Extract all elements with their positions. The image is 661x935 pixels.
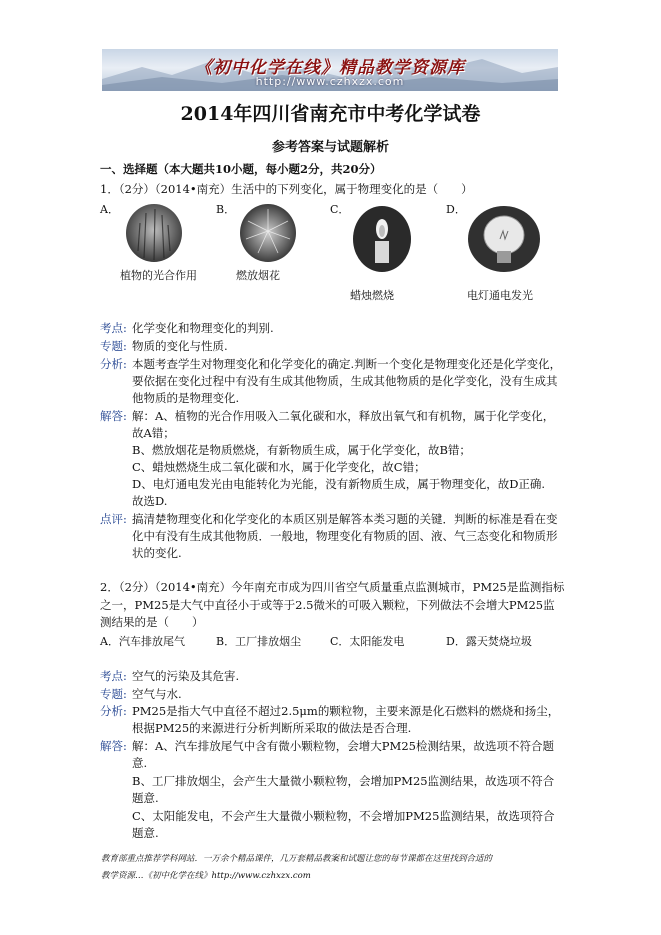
q1-option-b-letter: B． <box>216 203 236 216</box>
q2-zhuanti-label: 专题: <box>100 687 127 701</box>
q1-jieda-line-5: D、电灯通电发光由电能转化为光能，没有新物质生成，属于物理变化，故D正确. <box>132 477 546 491</box>
q2-kaodian-label: 考点: <box>100 669 127 683</box>
q2-jieda-line-6: 题意. <box>132 826 159 840</box>
banner-url[interactable]: http://www.czhxzx.com <box>255 75 405 88</box>
q1-caption-c: 蜡烛燃烧 <box>350 289 394 302</box>
q1-fenxi-label: 分析: <box>100 357 127 371</box>
q2-fenxi-line-1: PM25是指大气中直径不超过2.5μm的颗粒物，主要来源是化石燃料的燃烧和扬尘， <box>132 704 560 718</box>
q2-fenxi-line-2: 根据PM25的来源进行分析判断所采取的做法是否合理. <box>132 721 412 735</box>
q1-fenxi-line-2: 要依据在变化过程中有没有生成其他物质，生成其他物质的是化学变化，没有生成其 <box>132 374 558 388</box>
q1-jieda-line-2: 故A错； <box>132 426 175 440</box>
q1-caption-d: 电灯通电发光 <box>467 289 533 302</box>
q2-jieda-label: 解答: <box>100 739 127 753</box>
q2-jieda-line-1: 解：A、汽车排放尾气中含有微小颗粒物，会增大PM25检测结果，故选项不符合题 <box>132 739 554 753</box>
lightbulb-image <box>467 205 541 273</box>
q1-zhuanti: 物质的变化与性质. <box>132 339 228 353</box>
q1-jieda-line-3: B、燃放烟花是物质燃烧，有新物质生成，属于化学变化，故B错； <box>132 443 471 457</box>
q1-jieda-line-1: 解：A、植物的光合作用吸入二氧化碳和水，释放出氧气和有机物，属于化学变化， <box>132 409 555 423</box>
q1-dianping-line-3: 状的变化. <box>132 546 182 560</box>
page-subtitle: 参考答案与试题解析 <box>271 140 389 155</box>
q2-stem-line-1: 2．（2分）（2014•南充）今年南充市成为四川省空气质量重点监测城市，PM25是监测指标 <box>100 580 565 594</box>
q2-fenxi-label: 分析: <box>100 704 127 718</box>
q2-zhuanti: 空气与水. <box>132 687 182 701</box>
q2-stem-line-3: 测结果的是（ ） <box>100 615 204 629</box>
q1-jieda-line-6: 故选D. <box>132 494 168 508</box>
q2-option-c: C．太阳能发电 <box>330 635 405 648</box>
footer-line-1: 教育部重点推荐学科网站．一万余个精品课件，几万套精品教案和试题让您的每节课都在这里找到合适的 <box>101 854 493 864</box>
banner-title: 《初中化学在线》精品教学资源库 <box>195 58 465 78</box>
q1-dianping-line-2: 化中有没有生成其他物质．一般地，物理变化有物质的固、液、气三态变化和物质形 <box>132 529 558 543</box>
header-banner <box>102 49 558 91</box>
q2-jieda-line-5: C、太阳能发电，不会产生大量微小颗粒物，不会增加PM25监测结果，故选项符合 <box>132 809 555 823</box>
q1-caption-b: 燃放烟花 <box>236 269 280 282</box>
footer-line-2[interactable]: 教学资源…《初中化学在线》http://www.czhxzx.com <box>101 871 311 881</box>
q2-option-d: D．露天焚烧垃圾 <box>446 635 532 648</box>
q2-jieda-line-2: 意. <box>132 756 148 770</box>
q1-fenxi-line-3: 他物质的是物理变化. <box>132 391 240 405</box>
q2-option-a: A．汽车排放尾气 <box>100 635 185 648</box>
q2-kaodian: 空气的污染及其危害. <box>132 669 240 683</box>
q1-stem: 1．（2分）（2014•南充）生活中的下列变化，属于物理变化的是（ ） <box>100 182 473 196</box>
q1-caption-a: 植物的光合作用 <box>120 269 197 282</box>
q1-kaodian-label: 考点: <box>100 321 127 335</box>
q1-option-c-letter: C． <box>330 203 350 216</box>
q2-jieda-line-3: B、工厂排放烟尘，会产生大量微小颗粒物，会增加PM25监测结果，故选项不符合 <box>132 774 555 788</box>
q1-kaodian: 化学变化和物理变化的判别. <box>132 321 274 335</box>
section-heading: 一、选择题（本大题共10小题，每小题2分，共20分） <box>100 162 382 176</box>
candle-image <box>352 205 412 273</box>
q1-option-a-letter: A． <box>100 203 119 216</box>
q1-zhuanti-label: 专题: <box>100 339 127 353</box>
q1-jieda-line-4: C、蜡烛燃烧生成二氧化碳和水，属于化学变化，故C错； <box>132 460 426 474</box>
page-title: 2014年四川省南充市中考化学试卷 <box>180 103 481 125</box>
plant-image <box>124 203 184 263</box>
fireworks-image <box>238 203 298 263</box>
q2-option-b: B．工厂排放烟尘 <box>216 635 302 648</box>
q1-option-d-letter: D． <box>446 203 466 216</box>
q1-dianping-line-1: 搞清楚物理变化和化学变化的本质区别是解答本类习题的关键．判断的标准是看在变 <box>132 512 558 526</box>
q1-dianping-label: 点评: <box>100 512 127 526</box>
q1-jieda-label: 解答: <box>100 409 127 423</box>
q2-stem-line-2: 之一，PM25是大气中直径小于或等于2.5微米的可吸入颗粒，下列做法不会增大PM25监 <box>100 598 555 612</box>
q2-jieda-line-4: 题意. <box>132 791 159 805</box>
q1-fenxi-line-1: 本题考查学生对物理变化和化学变化的确定.判断一个变化是物理变化还是化学变化， <box>132 357 562 371</box>
